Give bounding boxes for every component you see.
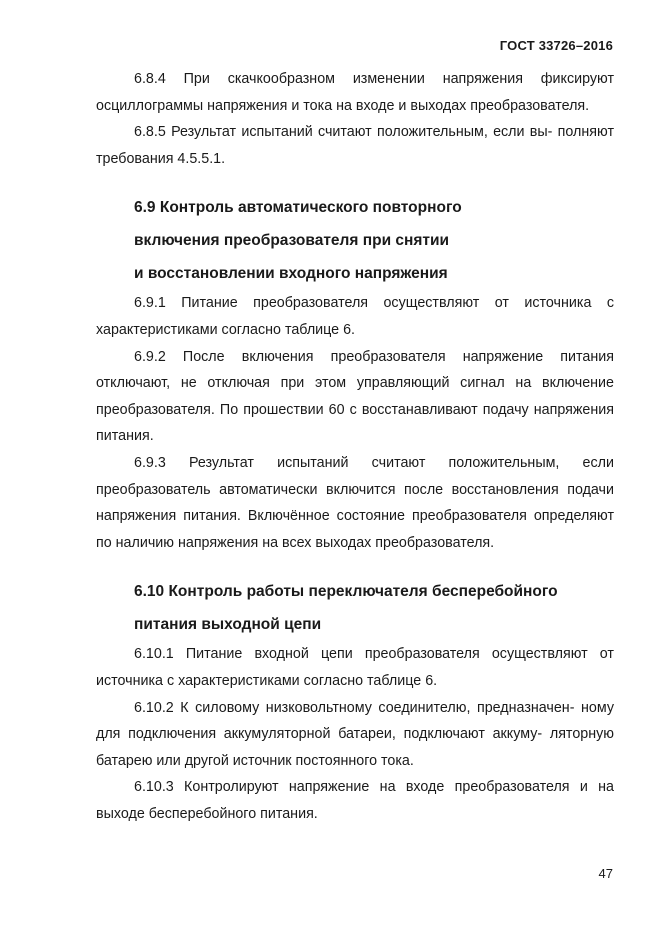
section-heading-line: и восстановлении входного напряжения [134, 265, 448, 283]
document-body [96, 66, 614, 827]
page-number: 47 [598, 866, 613, 881]
paragraph-6-10-1: 6.10.1 Питание входной цепи преобразователя осуществляют от источника с характеристиками согласно таблице 6. [96, 646, 614, 689]
section-6-10-heading [96, 575, 614, 641]
paragraph-6-9-1: 6.9.1 Питание преобразователя осуществляют от источника с характеристиками согласно таблице 6. [96, 295, 614, 338]
document-header: ГОСТ 33726–2016 [499, 38, 613, 53]
paragraph-6-8-4: 6.8.4 При скачкообразном изменении напряжения фиксируют осциллограммы напряжения и тока на входе и выходах преобразователя. [96, 71, 614, 114]
paragraph-6-9-3: 6.9.3 Результат испытаний считают положительным, если преобразователь автоматически включится после восстановления подачи напряжения питания. Включённое состояние преобразователя определяют по наличию напряжения на всех выходах преобразователя. [96, 454, 614, 551]
paragraph-6-10-3: 6.10.3 Контролируют напряжение на входе преобразователя и на выходе бесперебойного питания. [96, 779, 614, 822]
paragraph-6-8-5: 6.8.5 Результат испытаний считают положительным, если вы- полняют требования 4.5.5.1. [96, 124, 614, 167]
paragraph-6-10-2: 6.10.2 К силовому низковольтному соединителю, предназначен- ному для подключения аккумуляторной батареи, подключают аккуму- ляторную батарею или другой источник постоянного тока. [96, 699, 614, 769]
section-heading-line: включения преобразователя при снятии [134, 232, 450, 250]
section-heading-line: питания выходной цепи [134, 616, 322, 634]
section-6-9-heading [96, 191, 614, 290]
paragraph-6-9-2: 6.9.2 После включения преобразователя напряжение питания отключают, не отключая при этом управляющий сигнал на включение преобразователя. По прошествии 60 с восстанавливают подачу напряжения питания. [96, 348, 614, 445]
section-heading-line: 6.9 Контроль автоматического повторного [134, 199, 462, 217]
section-heading-line: 6.10 Контроль работы переключателя бесперебойного [134, 583, 558, 601]
